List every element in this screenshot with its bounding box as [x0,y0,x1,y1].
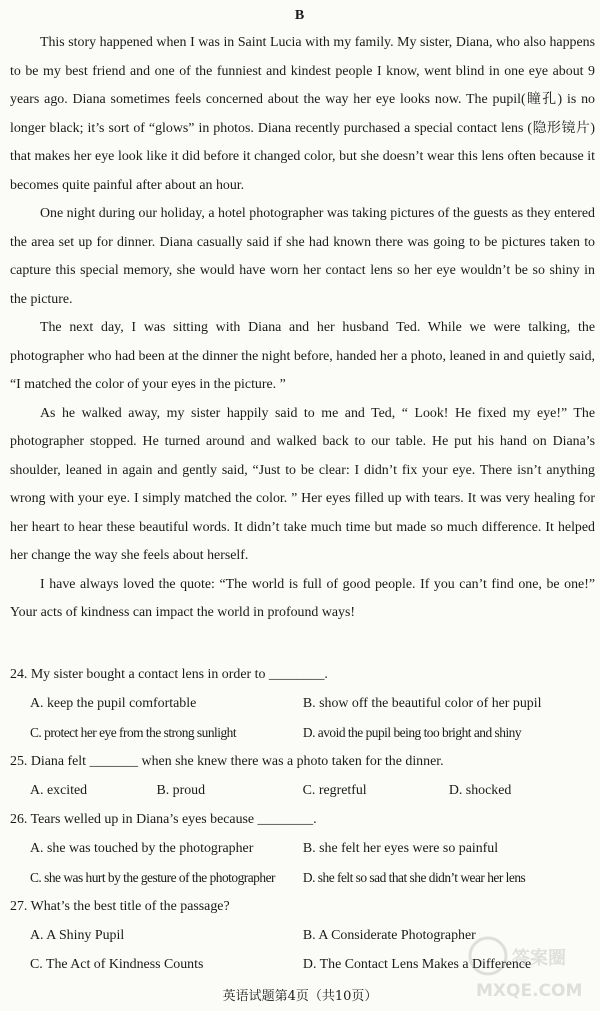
question-stem: 26. Tears welled up in Diana’s eyes because ________. [10,812,317,827]
section-label: B [294,8,306,23]
passage-paragraph: The next day, I was sitting with Diana and her husband Ted. While we were talking, the photographer who had been at the dinner the night before, handed her a photo, leaned in and quietly said, “I matched the color of your eyes in the picture. ” [10,320,595,392]
passage-paragraph: As he walked away, my sister happily said to me and Ted, “ Look! He fixed my eye!” The photographer stopped. He turned around and walked back to our table. He put his hand on Diana’s shoulder, leaned in again and gently said, “Just to be clear: I didn’t fix your eye. There isn’t anything wrong with your eye. I simply matched the color. ” Her eyes filled up with tears. It was very healing for her heart to hear these beautiful words. It didn’t take much time but made so much difference. It helped her change the way she feels about herself. [10,405,595,563]
option-a: A. A Shiny Pupil [30,928,125,943]
question-stem: 27. What’s the best title of the passage? [10,899,230,914]
option-row [10,921,595,950]
option-a: A. keep the pupil comfortable [30,696,197,711]
option-row [10,950,595,979]
option-c: C. she was hurt by the gesture of the photographer [30,870,275,885]
option-d: D. shocked [448,783,512,798]
option-b: B. proud [156,783,206,798]
option-c: C. protect her eye from the strong sunlight [30,725,237,740]
option-c: C. The Act of Kindness Counts [30,957,204,972]
option-c: C. regretful [302,783,367,798]
option-a: A. she was touched by the photographer [30,841,254,856]
option-b: B. A Considerate Photographer [302,928,476,943]
watermark-line1: 答案圈 [512,948,566,969]
option-row [10,689,595,718]
option-d: D. The Contact Lens Makes a Difference [302,957,532,972]
option-row [10,863,595,892]
option-b: B. she felt her eyes were so painful [302,841,499,856]
option-a: A. excited [30,783,88,798]
option-row [10,718,595,747]
question-stem: 25. Diana felt _______ when she knew there was a photo taken for the dinner. [10,754,444,769]
option-d: D. avoid the pupil being too bright and shiny [302,725,522,740]
option-d: D. she felt so sad that she didn’t wear her lens [302,870,526,885]
passage-paragraph: I have always loved the quote: “The world is full of good people. If you can’t find one, be one!” Your acts of kindness can impact the world in profound ways! [10,576,595,620]
question-list [10,660,595,979]
passage-paragraph: This story happened when I was in Saint Lucia with my family. My sister, Diana, who also happens to be my best friend and one of the funniest and kindest people I know, went blind in one eye about 9 years ago. Diana sometimes feels concerned about the way her eye looks now. The pupil(瞳孔) is no longer black; it’s sort of “glows” in photos. Diana recently purchased a special contact lens (隐形镜片) that makes her eye look like it did before it changed color, but she doesn’t wear this lens often because it becomes quite painful after about an hour. [10,35,595,193]
option-row [10,834,595,863]
option-b: B. show off the beautiful color of her pupil [302,696,542,711]
passage-paragraph: One night during our holiday, a hotel photographer was taking pictures of the guests as they entered the area set up for dinner. Diana casually said if she had known there was going to be pictures taken to capture this special memory, she would have worn her contact lens so her eye wouldn’t be so shiny in the picture. [10,206,595,307]
reading-passage [10,29,595,628]
question-stem: 24. My sister bought a contact lens in order to ________. [10,667,328,682]
page-footer: 英语试题第4页（共10页） [222,989,378,1004]
watermark-line2: MXQE.COM [476,981,583,1001]
option-row [10,776,595,805]
